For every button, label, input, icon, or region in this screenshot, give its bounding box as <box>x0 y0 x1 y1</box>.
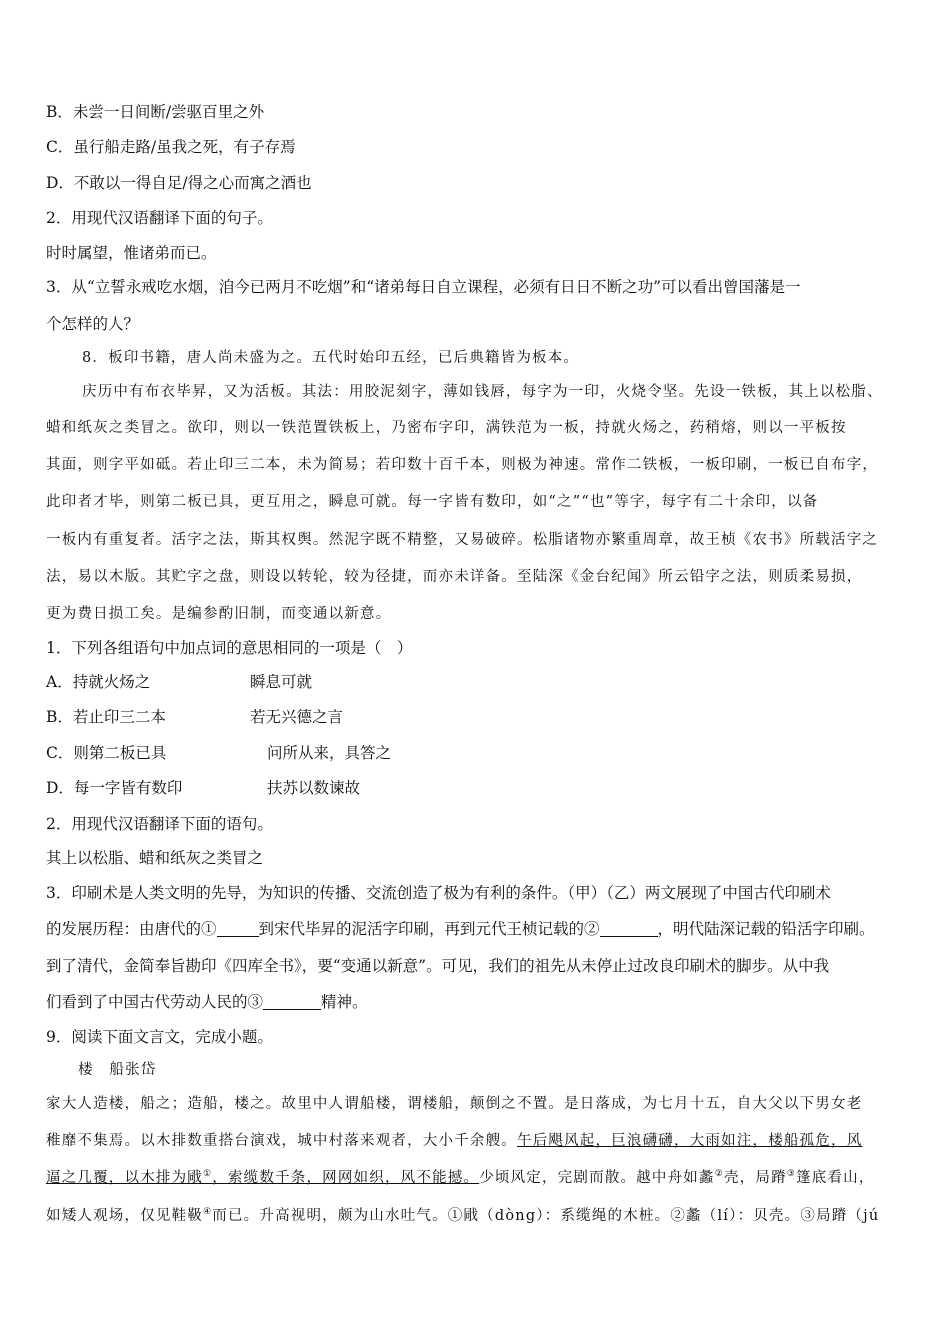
option-left: C．则第二板已具 <box>46 744 167 762</box>
q9-passage-line <box>46 1206 879 1226</box>
option-left: D．每一字皆有数印 <box>46 779 183 797</box>
q9-passage-title: 楼 船张岱 <box>78 1062 157 1078</box>
option-left: A．持就火炀之 <box>46 673 151 691</box>
q7-option-c: C．虽行船走路/虽我之死，有子存焉 <box>46 138 296 156</box>
q8-option-c <box>46 743 392 763</box>
footnote-mark: ② <box>714 1169 724 1179</box>
q8-question-2-sentence: 其上以松脂、蜡和纸灰之类冒之 <box>46 849 264 867</box>
footnote-mark: ③ <box>786 1169 797 1179</box>
q7-option-b: B．未尝一日间断/尝驱百里之外 <box>46 103 265 121</box>
q8-option-b <box>46 707 344 727</box>
passage-text: 逼之几覆，以木排为戙 <box>46 1170 203 1186</box>
fill-blank-3[interactable] <box>263 993 321 1010</box>
option-right: 扶苏以数谏故 <box>267 779 361 797</box>
q3-text: ，明代陆深记载的铅活字印刷。 <box>657 920 875 938</box>
passage-text: 壳，局蹐 <box>723 1170 787 1186</box>
q8-question-2: 2．用现代汉语翻译下面的语句。 <box>46 815 273 833</box>
passage-text: 而已。升高视明，颇为山水吐气。①戙（dòng）：系缆绳的木桩。②蠡（lí）：贝壳。③局蹐（jú <box>212 1208 880 1224</box>
q7-question-3-line2: 个怎样的人？ <box>46 315 140 333</box>
q9-passage-line <box>46 1168 875 1188</box>
q8-question-3-line4 <box>46 992 368 1012</box>
q8-passage-title: 8．板印书籍，唐人尚未盛为之。五代时始印五经，已后典籍皆为板本。 <box>82 350 580 366</box>
q8-passage-line: 更为费日损工矣。是编参酌旧制，而变通以新意。 <box>46 606 392 622</box>
footnote-mark: ① <box>203 1169 213 1179</box>
q3-text: 到宋代毕昇的泥活字印刷，再到元代王桢记载的② <box>258 920 600 938</box>
q8-passage-line: 法，易以木版。其贮字之盘，则设以转轮，较为径捷，而亦未详备。至陆深《金台纪闻》所云铅字之法，则质柔易损， <box>46 569 863 585</box>
q8-question-3-line1: 3．印刷术是人类文明的先导，为知识的传播、交流创造了极为有利的条件。（甲）（乙）两文展现了中国古代印刷术 <box>46 884 831 902</box>
q8-option-d <box>46 778 361 798</box>
q7-option-d: D．不敢以一得自足/得之心而寓之酒也 <box>46 174 312 192</box>
q8-question-1: 1．下列各组语句中加点词的意思相同的一项是（ ） <box>46 639 413 657</box>
q9-passage-line <box>46 1131 862 1151</box>
q7-question-2-sentence: 时时属望，惟诸弟而已。 <box>46 244 217 262</box>
passage-text: 少顷风定，完剧而散。越中舟如蠡 <box>479 1170 715 1186</box>
passage-text: 如矮人观场，仅见鞋靸 <box>46 1208 203 1224</box>
passage-text: 篷底看山， <box>796 1170 875 1186</box>
q8-option-a <box>46 672 313 692</box>
option-right: 瞬息可就 <box>250 673 313 691</box>
fill-blank-2[interactable] <box>600 920 658 937</box>
q8-passage-line: 其面，则字平如砥。若止印三二本，未为简易；若印数十百千本，则极为神速。常作二铁板，一板印刷，一板已自布字， <box>46 457 879 473</box>
q8-passage-line: 一板内有重复者。活字之法，斯其权舆。然泥字既不精整，又易破碎。松脂诸物亦繁重周章，故王桢《农书》所载活字之 <box>46 532 879 548</box>
q8-passage-line: 庆历中有布衣毕昇，又为活板。其法：用胶泥刻字，薄如钱唇，每字为一印，火烧令坚。先设一铁板，其上以松脂、 <box>82 384 883 400</box>
footnote-mark: ④ <box>203 1207 213 1217</box>
passage-text: 稚靡不集焉。以木排数重搭台演戏，城中村落来观者，大小千余艘。 <box>46 1133 517 1149</box>
q9-passage-line: 家大人造楼，船之；造船，楼之。故里中人谓船楼，谓楼船，颠倒之不置。是日落成，为七月十五，自大父以下男女老 <box>46 1096 863 1112</box>
passage-text: ，索缆数千条，网网如织，风不能撼。 <box>212 1170 480 1186</box>
q8-question-3-line3: 到了清代，金简奉旨勘印《四库全书》，要“变通以新意”。可见，我们的祖先从未停止过改良印刷术的脚步。从中我 <box>46 957 830 975</box>
option-right: 问所从来，具答之 <box>267 744 392 762</box>
q3-text: 的发展历程：由唐代的① <box>46 920 217 938</box>
option-left: B．若止印三二本 <box>46 708 166 726</box>
underlined-sentence: 午后飓风起，巨浪礴礴，大雨如注，楼船孤危，风 <box>517 1133 863 1149</box>
q8-question-3-line2 <box>46 919 875 939</box>
q7-question-2: 2．用现代汉语翻译下面的句子。 <box>46 209 273 227</box>
fill-blank-1[interactable] <box>217 920 259 937</box>
q3-text: 精神。 <box>321 993 368 1011</box>
q8-passage-line: 蜡和纸灰之类冒之。欲印，则以一铁范置铁板上，乃密布字印，满铁范为一板，持就火炀之，药稍熔，则以一平板按 <box>46 420 847 436</box>
q3-text: 们看到了中国古代劳动人民的③ <box>46 993 264 1011</box>
q9-intro: 9．阅读下面文言文，完成小题。 <box>46 1028 273 1046</box>
underlined-sentence <box>46 1170 479 1186</box>
q8-passage-line: 此印者才毕，则第二板已具，更互用之，瞬息可就。每一字皆有数印，如“之”“也”等字，每字有二十余印，以备 <box>46 494 819 510</box>
q7-question-3-line1: 3．从“立誓永戒吃水烟，洎今已两月不吃烟”和“诸弟每日自立课程，必须有日日不断之功”可以看出曾国藩是一 <box>46 278 801 296</box>
option-right: 若无兴德之言 <box>250 708 344 726</box>
